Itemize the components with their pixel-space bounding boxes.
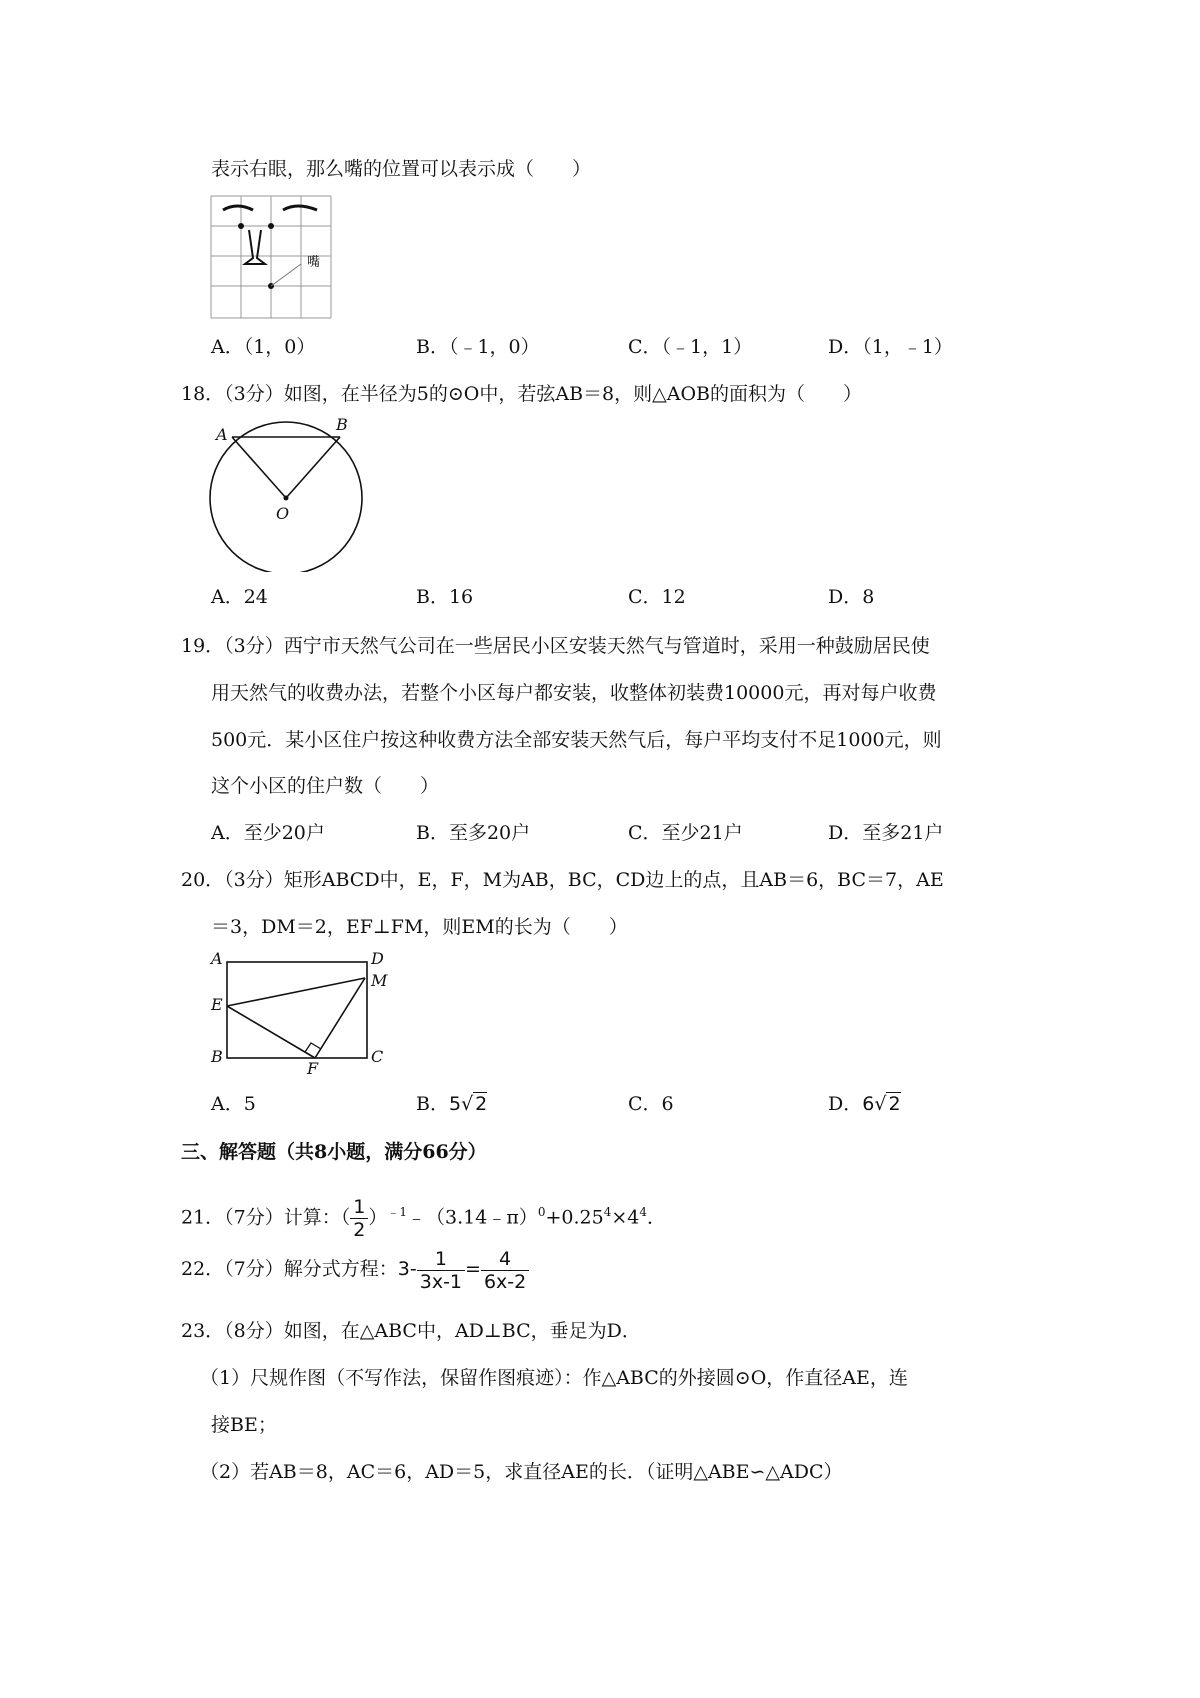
q19-option-c: C．至少21户	[628, 822, 743, 844]
q21-expression: 21．（7分）计算：（ $\frac{1}{2}$ ）$^{﹣1}﹣(3.14﹣\pi)^0+0.25^4\times 4^4$．	[181, 1195, 666, 1241]
q17-option-b: B．（﹣1，0）	[416, 336, 540, 358]
q18-option-c: C．12	[628, 586, 686, 608]
q19-option-b: B．至多20户	[416, 822, 531, 844]
label-e: E	[211, 995, 223, 1014]
segment-fm	[315, 978, 365, 1058]
q17-stem-tail: 表示右眼，那么嘴的位置可以表示成（ ）	[211, 158, 592, 180]
left-eyebrow	[223, 206, 253, 210]
q23-stem: 23．（8分）如图，在△ABC中，AD⊥BC，垂足为D．	[181, 1320, 641, 1342]
q18-option-b: B．16	[416, 586, 474, 608]
q23-part2: （2）若AB＝8，AC＝6，AD＝5，求直径AE的长．（证明△ABE∽△ADC）	[200, 1461, 843, 1483]
q23-part1-line2: 接BE；	[211, 1414, 277, 1436]
q17-option-c: C．（﹣1，1）	[628, 336, 753, 358]
label-f: F	[307, 1059, 319, 1076]
q23-part1-line1: （1）尺规作图（不写作法，保留作图痕迹）：作△ABC的外接圆⊙O，作直径AE，连	[200, 1367, 908, 1389]
segment-ao	[232, 437, 286, 498]
fraction-4-over-6x-2: $\frac{4}{6x-2}$	[481, 1248, 529, 1293]
q18-stem: 18．（3分）如图，在半径为5的⊙O中，若弦AB＝8，则△AOB的面积为（ ）	[181, 383, 862, 405]
center-dot	[284, 496, 289, 501]
segment-em	[227, 978, 365, 1006]
rectangle-abcd	[227, 962, 367, 1058]
q19-line-2: 用天然气的收费办法，若整个小区每户都安装，收整体初装费10000元，再对每户收费	[211, 682, 937, 704]
q20-line-2: ＝3，DM＝2，EF⊥FM，则EM的长为（ ）	[211, 916, 628, 938]
label-a: A	[216, 425, 228, 444]
mouth-label: 嘴	[307, 255, 321, 270]
q17-option-a: A．（1，0）	[211, 336, 316, 358]
nose	[245, 230, 265, 264]
q19-option-a: A．至少20户	[211, 822, 325, 844]
label-b: B	[336, 415, 348, 434]
label-o: O	[276, 504, 290, 523]
q19-line-1: 19．（3分）西宁市天然气公司在一些居民小区安装天然气与管道时，采用一种鼓励居民使	[181, 635, 930, 657]
q18-option-a: A．24	[211, 586, 268, 608]
q18-option-d: D．8	[828, 586, 875, 608]
segment-bo	[286, 437, 340, 498]
label-c: C	[371, 1047, 384, 1066]
right-eye-dot	[268, 223, 274, 229]
left-eye-dot	[238, 223, 244, 229]
right-angle-mark	[305, 1043, 321, 1052]
segment-ef	[227, 1006, 315, 1058]
fraction-1-over-3x-1: $\frac{1}{3x-1}$	[417, 1248, 465, 1293]
q19-line-4: 这个小区的住户数（ ）	[211, 775, 440, 797]
label-m: M	[371, 971, 388, 990]
q18-circle-figure	[200, 412, 370, 572]
label-b: B	[211, 1047, 223, 1066]
fraction-one-half: $\frac{1}{2}$	[350, 1196, 368, 1241]
q19-line-3: 500元．某小区住户按这种收费方法全部安装天然气后，每户平均支付不足1000元，则	[211, 729, 942, 751]
label-a: A	[211, 949, 223, 968]
q17-option-d: D．（1，﹣1）	[828, 336, 953, 358]
q20-rectangle-figure	[205, 946, 405, 1076]
q20-option-c: C．6	[628, 1093, 674, 1115]
right-eyebrow	[283, 206, 317, 210]
q20-option-b: B．5√ 2	[416, 1093, 488, 1115]
q17-face-grid-figure	[209, 194, 339, 320]
q20-option-a: A．5	[211, 1093, 256, 1115]
q20-line-1: 20．（3分）矩形ABCD中，E，F，M为AB，BC，CD边上的点，且AB＝6，BC＝7，AE	[181, 869, 944, 891]
label-d: D	[371, 949, 384, 968]
q22-equation: 22．（7分）解分式方程：3- $\frac{1}{3x-1}$ = $\frac{4}{6x-2}$	[181, 1245, 529, 1293]
q19-option-d: D．至多21户	[828, 822, 944, 844]
q20-option-d: D．6√ 2	[828, 1093, 901, 1115]
section-heading-3: 三、解答题（共8小题，满分66分）	[181, 1141, 487, 1163]
